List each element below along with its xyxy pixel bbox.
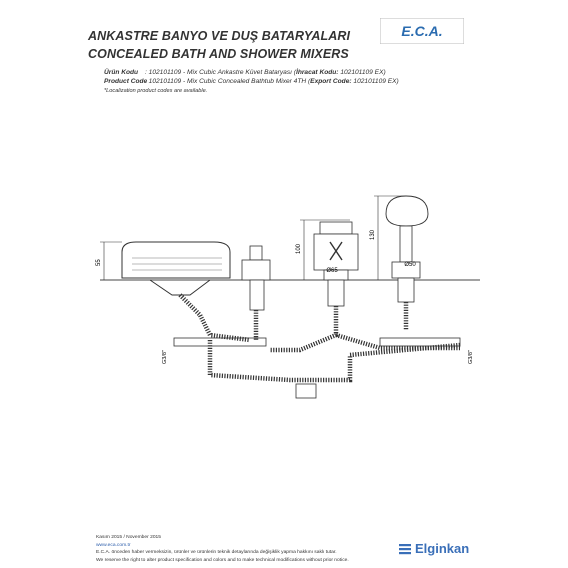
svg-text:G3/8": G3/8" [468, 350, 474, 364]
svg-text:100: 100 [296, 243, 302, 254]
elginkan-logo-icon [398, 542, 412, 556]
handle-drawing [314, 222, 358, 306]
elginkan-brand [398, 541, 469, 556]
brand-name: Elginkan [415, 541, 470, 556]
spout-drawing [122, 242, 230, 295]
diverter-drawing [242, 246, 270, 310]
footer-url[interactable]: www.eca.com.tr [96, 542, 131, 548]
footer-date: Kasım 2015 / November 2015 [96, 535, 161, 540]
footer-disclaimer-tr: E.C.A. önceden haber vermeksizin, ürünler ve ürünlerin teknik detaylarında değişiklik yapma hakkını saklı tutar. [96, 550, 337, 556]
product-code-tr: Ürün Kodu : 102101109 - Mix Cubic Ankastre Küvet Bataryası (İhracat Kodu: 102101109 EX) [104, 69, 386, 76]
svg-text:Ø65: Ø65 [326, 268, 338, 274]
svg-text:130: 130 [370, 229, 376, 240]
svg-text:Ø50: Ø50 [404, 262, 416, 268]
product-code-en: Product Code: 102101109 - Mix Cubic Concealed Bathtub Mixer 4TH (Export Code: 102101109 EX) [104, 78, 399, 86]
title-turkish: ANKASTRE BANYO VE DUŞ BATARYALARI [88, 29, 351, 43]
svg-text:G3/8": G3/8" [162, 350, 168, 364]
footer [96, 534, 349, 564]
hose-drawing [180, 295, 460, 380]
shower-handle-drawing [386, 196, 428, 302]
title-english: CONCEALED BATH AND SHOWER MIXERS [88, 47, 349, 61]
svg-text:E.C.A.: E.C.A. [401, 23, 443, 39]
technical-drawing [80, 180, 500, 410]
footer-disclaimer-en: We reserve the right to alter product specification and colors and to make technical modifications without prior notice. [96, 557, 349, 563]
localization-note: *Localization product codes are available. [104, 87, 208, 94]
svg-text:55: 55 [96, 259, 102, 266]
product-codes [104, 68, 399, 96]
pipe-drawing [174, 338, 460, 398]
eca-logo [380, 18, 464, 44]
